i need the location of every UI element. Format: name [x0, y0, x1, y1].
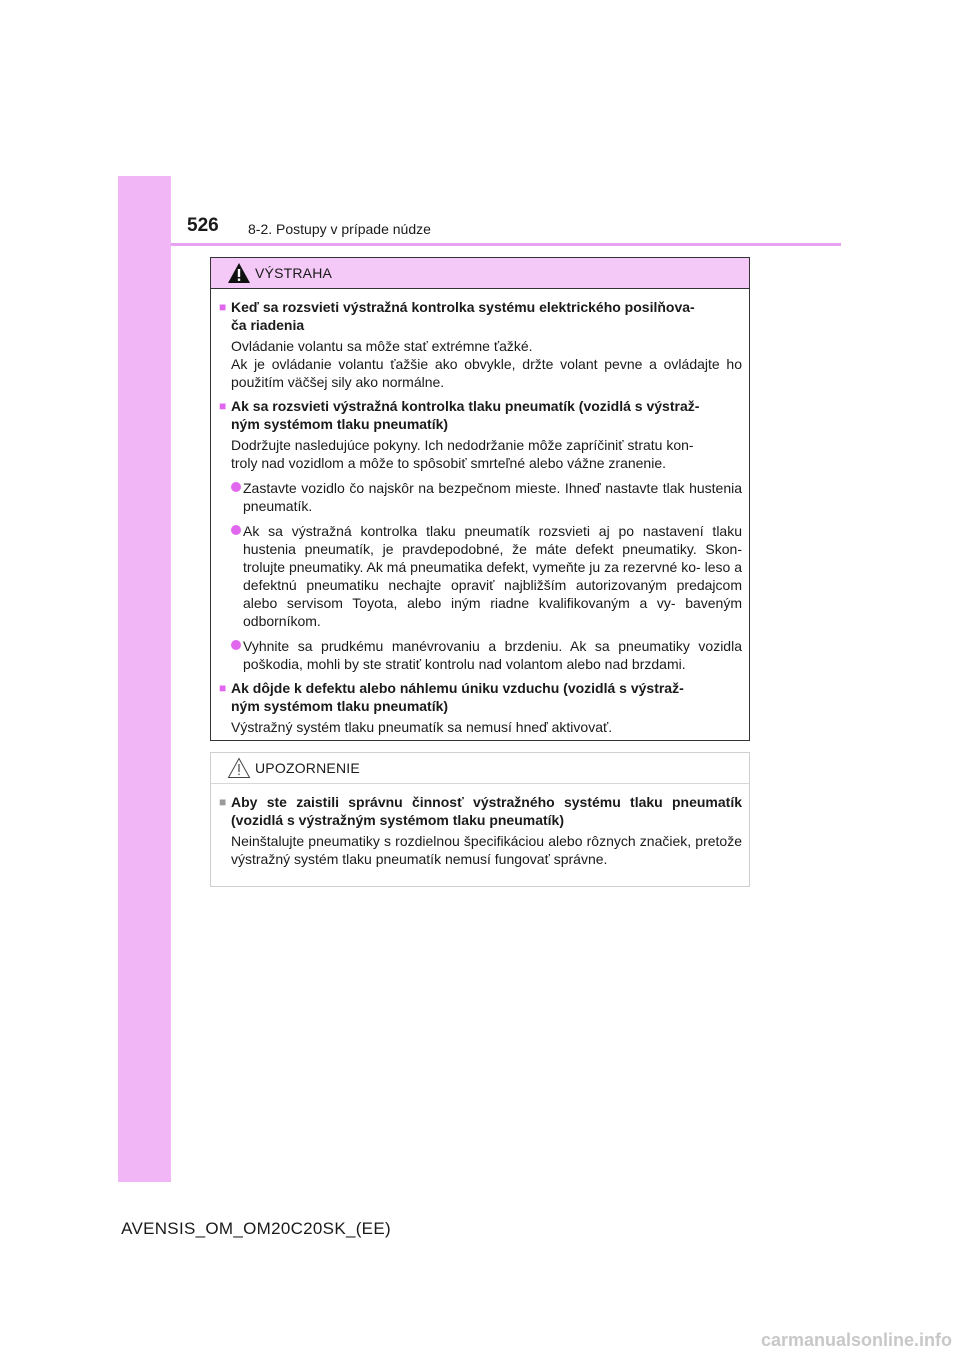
caution-item-text: Neinštalujte pneumatiky s rozdielnou špecifikáciou alebo rôznych značiek, pretože výstražný systém tlaku pneumatík nemusí fungovať správne.	[231, 833, 742, 867]
caution-box-body	[211, 784, 749, 868]
bullet-text: Ak sa výstražná kontrolka tlaku pneumatík rozsvieti aj po nastavení tlaku hustenia pneumatík, je pravdepodobné, že máte defekt pneumatiky. Skon- trolujte pneumatiky. Ak má pneumatika defekt, vymeňte ju za rezervné ko- leso a defektnú pneumatiku nechajte opraviť najbližším autorizovaným predajcom alebo servisom Toyota, alebo iným riadne kvalifikovaným a vy- baveným odborníkom.	[243, 523, 742, 629]
square-bullet-icon: ■	[219, 399, 227, 413]
chapter-sidebar-tab	[118, 176, 171, 1182]
warning-item-title: Ak sa rozsvieti výstražná kontrolka tlaku pneumatík (vozidlá s výstraž- ným systémom tlaku pneumatík)	[231, 398, 700, 432]
warning-triangle-icon	[227, 262, 251, 284]
warning-label: VÝSTRAHA	[255, 265, 333, 281]
warning-item	[219, 298, 742, 391]
warning-item	[219, 397, 742, 673]
warning-item	[219, 679, 742, 736]
round-bullet-icon	[231, 479, 243, 515]
document-code: AVENSIS_OM_OM20C20SK_(EE)	[121, 1219, 391, 1238]
warning-item-text: Výstražný systém tlaku pneumatík sa nemusí hneď aktivovať.	[231, 719, 613, 735]
caution-label: UPOZORNENIE	[255, 760, 360, 776]
caution-box	[210, 752, 750, 887]
warning-item-title: Keď sa rozsvieti výstražná kontrolka systému elektrického posilňova- ča riadenia	[231, 299, 695, 333]
square-bullet-icon: ■	[219, 795, 227, 809]
caution-box-header	[211, 753, 749, 784]
warning-box-body	[211, 289, 749, 736]
warning-item-text: Ovládanie volantu sa môže stať extrémne ťažké. Ak je ovládanie volantu ťažšie ako obvykle, držte volant pevne a ovládajte ho použitím väčšej sily ako normálne.	[231, 338, 742, 390]
bullet-text: Vyhnite sa prudkému manévrovaniu a brzdeniu. Ak sa pneumatiky vozidla poškodia, mohli by ste stratiť kontrolu nad volantom alebo nad brzdami.	[243, 638, 742, 672]
square-bullet-icon: ■	[219, 300, 227, 314]
warning-item-title: Ak dôjde k defektu alebo náhlemu úniku vzduchu (vozidlá s výstraž- ným systémom tlaku pneumatík)	[231, 680, 684, 714]
section-title: 8-2. Postupy v prípade núdze	[248, 221, 431, 237]
caution-triangle-icon	[227, 757, 251, 779]
caution-item-title: Aby ste zaistili správnu činnosť výstražného systému tlaku pneumatík (vozidlá s výstražným systémom tlaku pneumatík)	[231, 794, 742, 828]
watermark: carmanualsonline.info	[760, 1330, 952, 1350]
bullet-item	[231, 522, 742, 630]
page-number: 526	[187, 215, 219, 236]
header-rule	[171, 243, 841, 246]
bullet-item	[231, 637, 742, 673]
warning-item-text: Dodržujte nasledujúce pokyny. Ich nedodržanie môže zapríčiniť stratu kon- troly nad vozidlom a môže to spôsobiť smrteľné alebo vážne zranenie.	[231, 437, 694, 471]
bullet-item	[231, 479, 742, 515]
bullet-text: Zastavte vozidlo čo najskôr na bezpečnom mieste. Ihneď nastavte tlak hustenia pneumatík.	[243, 480, 742, 514]
warning-box	[210, 257, 750, 741]
warning-box-header	[211, 258, 749, 289]
round-bullet-icon	[231, 522, 243, 630]
round-bullet-icon	[231, 637, 243, 673]
square-bullet-icon: ■	[219, 681, 227, 695]
caution-item	[219, 793, 742, 868]
